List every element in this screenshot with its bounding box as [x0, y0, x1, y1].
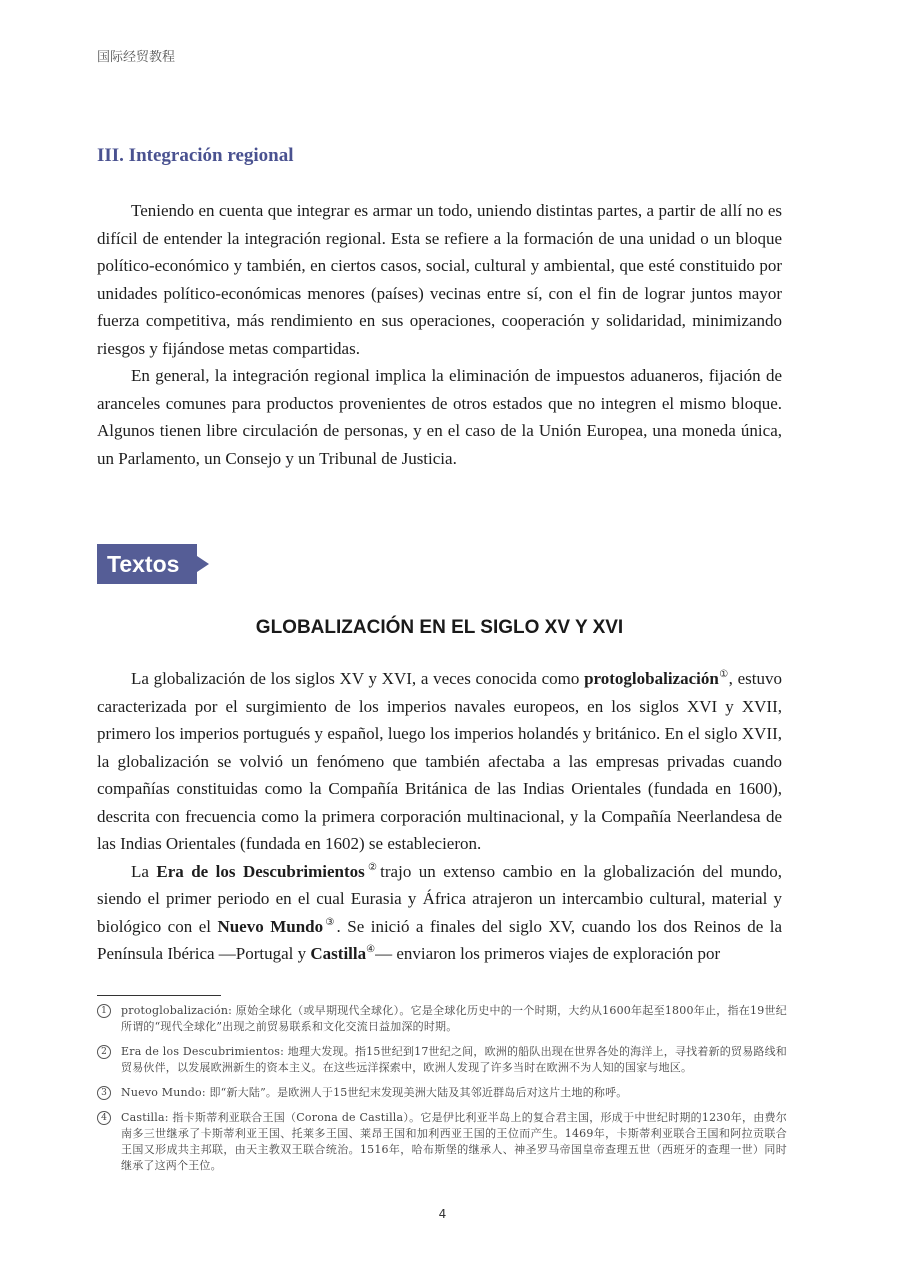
term-castilla: Castilla — [310, 944, 367, 963]
article-paragraph-2 — [97, 858, 782, 968]
text-run: — enviaron los primeros viajes de exploración por — [375, 944, 721, 963]
intro-paragraph-2: En general, la integración regional implica la eliminación de impuestos aduaneros, fijación de aranceles comunes para productos provenientes de otros estados que no integren el mismo bloque. Algunos tienen libre circulación de personas, y en el caso de la Unión Europea, una moneda única, un Parlamento, un Consejo y un Tribunal de Justicia. — [97, 366, 782, 468]
page-number: 4 — [438, 1207, 447, 1221]
text-run: . Se inició a finales del siglo XV, cuando los dos Reinos de la Península Ibérica —Portugal y — [97, 916, 783, 963]
text-run: , estuvo caracterizada por el surgimiento de los imperios navales europeos, en los siglos XVI y XVII, primero los imperios portugués y español, luego los imperios holandés y británico. En el siglo XVII, la globalización se volvió un fenómeno que también afectaba a las empresas privadas cuando compañías constituidas como la Compañía Británica de las Indias Orientales (fundada en 1600), descrita con frecuencia como la primera corporación multinacional, y la Compañía Neerlandesa de las Indias Orientales (fundada en 1602) se establecieron. — [97, 669, 783, 853]
article-paragraph-1 — [97, 665, 782, 858]
footnotes — [97, 1003, 787, 1183]
footnote-item — [97, 1044, 787, 1076]
term-era-descubrimientos: Era de los Descubrimientos — [156, 861, 365, 881]
footnote-text: Nuevo Mundo: 即“新大陆”。是欧洲人于15世纪末发现美洲大陆及其邻近群岛后对这片土地的称呼。 — [121, 1086, 628, 1099]
footnote-number: 4 — [97, 1111, 111, 1125]
footnote-text: Era de los Descubrimientos: 地理大发现。指15世纪到17世纪之间，欧洲的船队出现在世界各处的海洋上，寻找着新的贸易路线和贸易伙伴，以发展欧洲新生的资本主义。在这些远洋探索中，欧洲人发现了许多当时在欧洲不为人知的国家与地区。 — [121, 1045, 787, 1074]
footnote-text: Castilla: 指卡斯蒂利亚联合王国（Corona de Castilla）。它是伊比利亚半岛上的复合君主国，形成于中世纪时期的1230年，由费尔南多三世继承了卡斯蒂利亚王国、托莱多王国、莱昂王国和加利西亚王国的王位而产生。1469年，卡斯蒂利亚联合王国和阿拉贡联合王国又形成共主邦联，由天主教双王联合统治。1516年，哈布斯堡的继承人、神圣罗马帝国皇帝查理五世（西班牙的查理一世）同时继承了这两个王位。 — [121, 1111, 787, 1172]
text-run: trajo un extenso cambio en la globalización del mundo, siendo el primer periodo en el cual Eurasia y África atrajeron un intercambio cultural, material y biológico con el — [97, 861, 783, 936]
intro-paragraph-1: Teniendo en cuenta que integrar es armar un todo, uniendo distintas partes, a partir de allí no es difícil de entender la integración regional. Esta se refiere a la formación de una unidad o un bloque político-económico y también, en ciertos casos, social, cultural y ambiental, que esté constituido por unidades político-económicas menores (países) vecinas entre sí, con el fin de lograr juntos mayor fuerza competitiva, más rendimiento en sus operaciones, cooperación y solidaridad, minimizando riesgos y fijándose metas compartidas. — [97, 201, 782, 358]
footnote-item — [97, 1085, 787, 1101]
section-heading: III. Integración regional — [97, 145, 294, 166]
footnote-marker-3: ③ — [323, 916, 337, 928]
footnote-text: protoglobalización: 原始全球化（或早期现代全球化）。它是全球化历史中的一个时期，大约从1600年起至1800年止，指在19世纪所谓的“现代全球化”出现之前贸易联系和文化交流日益加深的时期。 — [121, 1004, 787, 1033]
text-run: La globalización de los siglos XV y XVI, a veces conocida como — [131, 669, 585, 688]
article-text — [97, 665, 782, 968]
footnote-number: 2 — [97, 1045, 111, 1059]
footnote-item — [97, 1110, 787, 1174]
article-title: GLOBALIZACIÓN EN EL SIGLO XV Y XVI — [255, 617, 624, 638]
running-header: 国际经贸教程 — [97, 50, 176, 65]
term-protoglobalizacion: protoglobalización — [584, 669, 719, 688]
textos-section-tab: Textos — [97, 544, 197, 584]
footnote-marker-2: ② — [364, 861, 381, 873]
footnote-item — [97, 1003, 787, 1035]
footnote-marker-1: ① — [718, 669, 729, 680]
term-nuevo-mundo: Nuevo Mundo — [217, 916, 324, 936]
footnote-number: 3 — [97, 1086, 111, 1100]
footnote-divider — [97, 995, 221, 996]
footnote-marker-4: ④ — [366, 944, 376, 955]
intro-text — [97, 197, 782, 472]
text-run: La — [131, 861, 157, 881]
footnote-number: 1 — [97, 1004, 111, 1018]
